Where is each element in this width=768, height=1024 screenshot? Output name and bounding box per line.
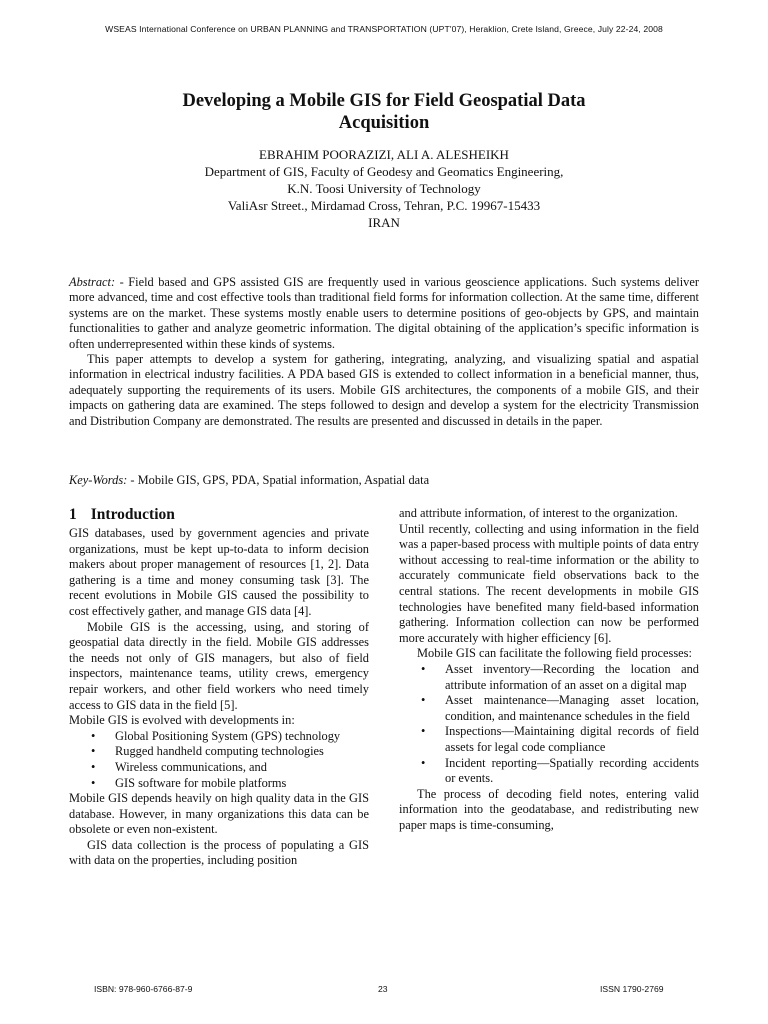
keywords: [69, 473, 699, 488]
em-dash: —: [546, 693, 559, 708]
affiliation-line: ValiAsr Street., Mirdamad Cross, Tehran, P.C. 19967-15433: [227, 198, 541, 213]
em-dash: —: [537, 755, 550, 770]
list-item: • Wireless communications, and: [69, 760, 369, 776]
body-paragraph: Mobile GIS can facilitate the following field processes:: [417, 646, 692, 661]
field-processes-list: [399, 662, 699, 787]
page-footer: [0, 984, 768, 998]
section-title: Introduction: [90, 506, 175, 523]
list-item: • GIS software for mobile platforms: [69, 776, 369, 792]
body-paragraph: Mobile GIS depends heavily on high quality data in the GIS database. However, in many organizations this data can be obsolete or even non-existent.: [69, 791, 369, 837]
em-dash: —: [530, 661, 543, 676]
list-item: • Global Positioning System (GPS) technology: [69, 729, 369, 745]
author-names: EBRAHIM POORAZIZI, ALI A. ALESHEIKH: [259, 147, 509, 162]
abstract-paragraph: This paper attempts to develop a system for gathering, integrating, analyzing, and visualizing spatial and aspatial information in electrical industry facilities. A PDA based GIS is extended to collect information in a beneficial manner, thus, adequately supporting the requirements of its users. Mobile GIS architectures, the components of a mobile GIS, and their impacts on gathering data are examined. The steps followed to design and develop a system for the electricity Transmission and Distribution Company are demonstrated. The results are presented and discussed in details in the paper.: [69, 352, 699, 428]
title-line-2: Acquisition: [338, 113, 430, 133]
affiliation-line: K.N. Toosi University of Technology: [287, 181, 481, 196]
list-item-term: Asset inventory: [445, 661, 531, 676]
list-item-term: Incident reporting: [445, 755, 537, 770]
body-paragraph: Mobile GIS is evolved with developments in:: [69, 713, 295, 728]
list-item: • Rugged handheld computing technologies: [69, 744, 369, 760]
developments-list: [69, 729, 369, 791]
body-paragraph: The process of decoding field notes, entering valid information into the geodatabase, and redistributing new paper maps is time-consuming,: [399, 786, 699, 832]
list-item-desc: Spatially recording accidents or events.: [445, 755, 699, 786]
list-item-desc: Maintaining digital records of field assets for legal code compliance: [445, 724, 699, 754]
list-item-desc: Recording the location and attribute information of an asset on a digital map: [445, 661, 699, 692]
affiliation-country: IRAN: [368, 215, 400, 230]
keywords-label: Key-Words:: [69, 473, 128, 487]
running-head: WSEAS International Conference on URBAN PLANNING and TRANSPORTATION (UPT'07), Heraklion, Crete Island, Greece, July 22-24, 2008: [105, 24, 663, 34]
paper-title: [100, 90, 668, 134]
abstract: [69, 275, 699, 429]
body-paragraph: Until recently, collecting and using information in the field was a paper-based process with multiple points of data entry without accessing to real-time information or the ability to accurately communicate field observations back to the central stations. The recent developments in mobile GIS technologies have benefited many field-based information gathering. Information collection can now be performed more accurately with higher efficiency [6].: [399, 521, 699, 645]
footer-issn: ISSN 1790-2769: [600, 984, 664, 994]
list-item-term: Asset maintenance: [445, 693, 547, 708]
list-item-term: Inspections: [445, 724, 502, 739]
em-dash: —: [501, 724, 514, 739]
author-block: [0, 146, 768, 231]
body-paragraph: GIS databases, used by government agencies and private organizations, must be kept up-to-data to inform decision makers about proper management of resources [1, 2]. Data gathering is a time and money consuming task [3]. The recent evolutions in Mobile GIS caused the possibility to cost effectively gather, and manage GIS data [4].: [69, 526, 369, 618]
section-number: 1: [69, 506, 77, 523]
title-line-1: Developing a Mobile GIS for Field Geospatial Data: [182, 91, 586, 111]
right-column: [399, 506, 699, 833]
list-item: [399, 693, 699, 724]
keywords-text: - Mobile GIS, GPS, PDA, Spatial information, Aspatial data: [127, 473, 430, 487]
body-paragraph: GIS data collection is the process of populating a GIS with data on the properties, including position: [69, 837, 369, 868]
footer-isbn: ISBN: 978-960-6766-87-9: [94, 984, 193, 994]
list-item: [399, 756, 699, 787]
body-paragraph: Mobile GIS is the accessing, using, and storing of geospatial data directly in the field. Mobile GIS addresses the needs not only of GIS managers, but also of field inspectors, maintenance teams, utility crews, emergency repair workers, and other field workers who need timely access to GIS data in the field [5].: [69, 619, 369, 712]
list-item: [399, 662, 699, 693]
section-heading: [69, 506, 369, 524]
list-item: [399, 724, 699, 755]
abstract-paragraph: [69, 275, 699, 352]
body-paragraph: and attribute information, of interest to the organization.: [399, 506, 678, 520]
abstract-label: Abstract:: [69, 275, 116, 289]
abstract-text: - Field based and GPS assisted GIS are frequently used in various geoscience applications. Such systems deliver more advanced, time and cost effective tools than traditional field forms for information collection. At the same time, different systems are on the market. These systems mostly enable users to determine positions of geo-objects by GPS, and maintain functionalities to gather and analyze geometric information. The digital obtaining of the application’s specific information is often underrepresented within these kinds of systems.: [69, 275, 699, 351]
left-column: [69, 506, 369, 869]
list-item-desc: Managing asset location, condition, and maintenance schedules in the field: [445, 693, 699, 723]
page-number: 23: [378, 984, 388, 994]
affiliation-line: Department of GIS, Faculty of Geodesy and Geomatics Engineering,: [204, 164, 564, 179]
